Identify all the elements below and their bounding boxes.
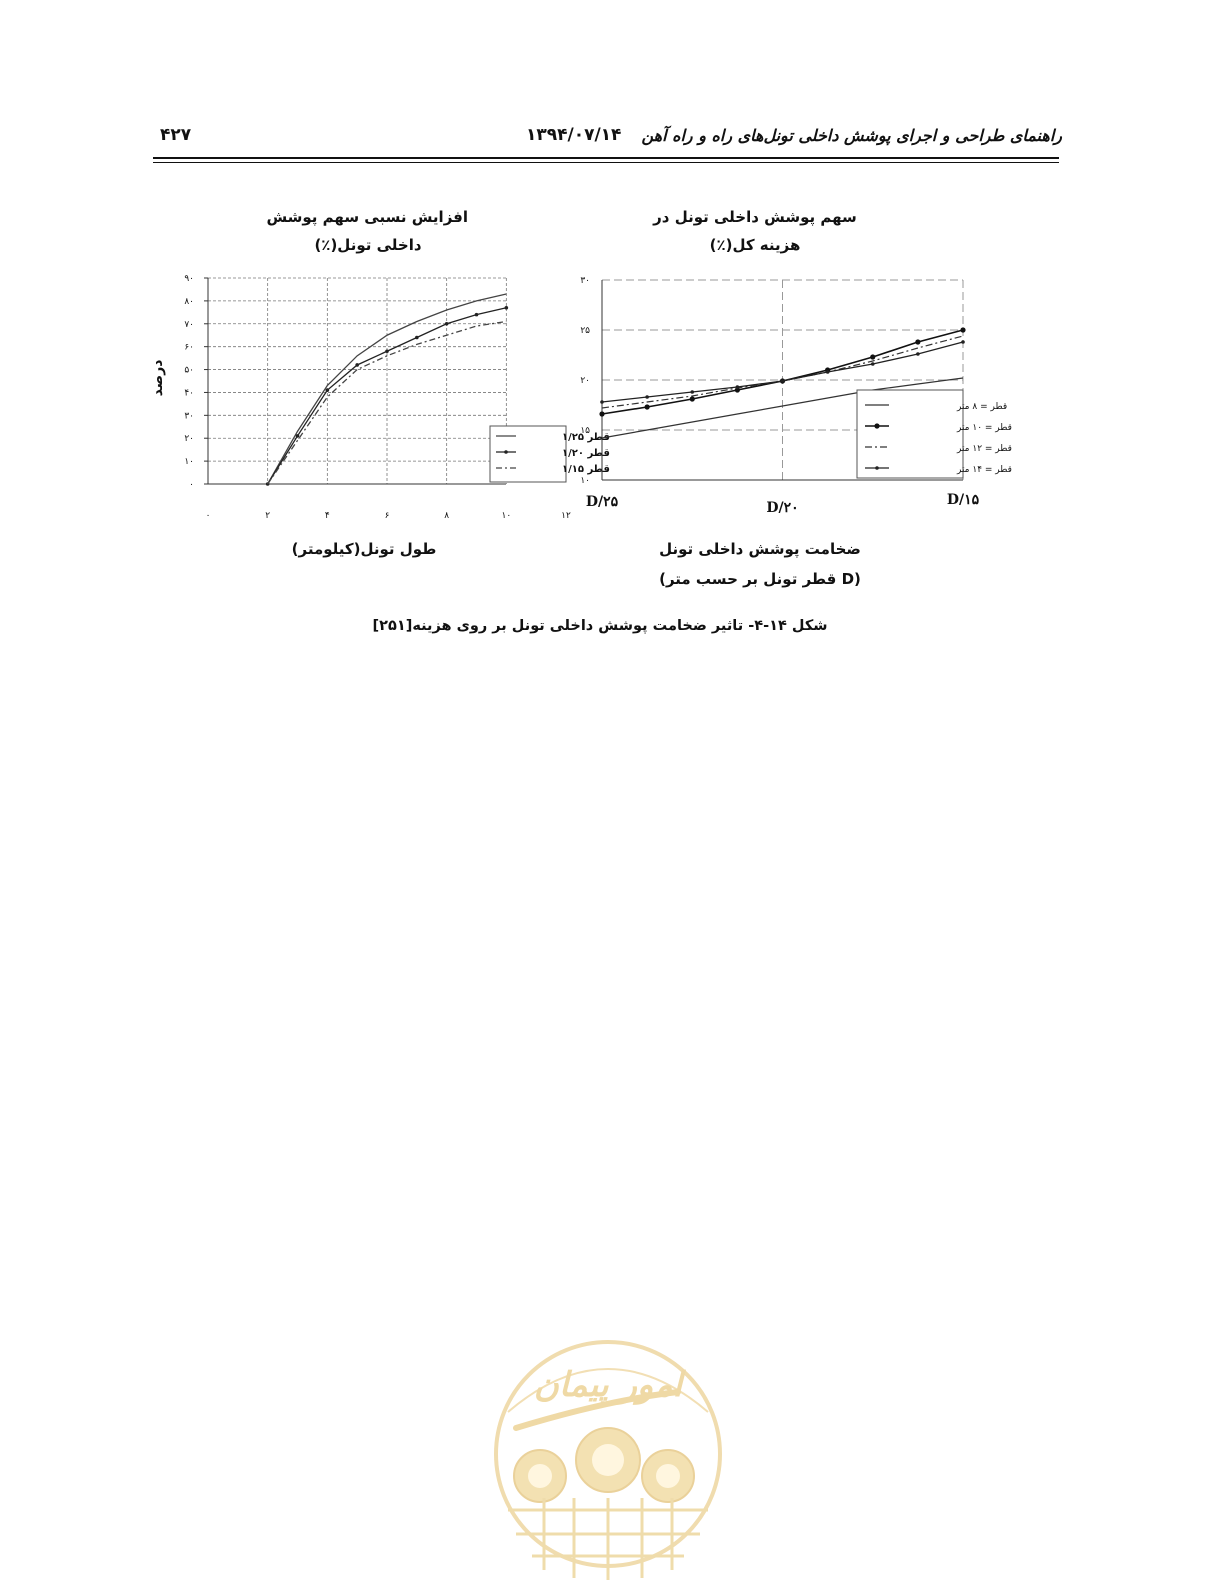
header-title: راهنمای طراحی و اجرای پوشش داخلی تونل‌های راه و راه آهن bbox=[641, 126, 1062, 145]
right-chart-data-point bbox=[961, 340, 965, 344]
left-chart-xtick-label: ۰ bbox=[205, 511, 211, 521]
left-chart-ytick-label: ۴۰ bbox=[184, 388, 194, 399]
left-chart-legend bbox=[490, 426, 566, 482]
right-chart-data-point bbox=[645, 404, 650, 409]
left-chart-xtick-label: ۴ bbox=[324, 511, 330, 521]
watermark-logo bbox=[488, 1330, 728, 1584]
right-chart-legend-label: قطر = ۱۴ متر bbox=[957, 465, 1012, 475]
left-chart-data-point bbox=[505, 306, 509, 310]
right-chart-title-line1: سهم پوشش داخلی تونل در bbox=[653, 208, 857, 226]
right-chart-category-label: D/۲۵ bbox=[585, 494, 619, 510]
right-chart-data-point bbox=[916, 352, 920, 356]
right-chart-data-point bbox=[826, 370, 830, 374]
left-chart-xtick-label: ۲ bbox=[265, 511, 271, 521]
right-chart-ytick-label: ۱۰ bbox=[580, 476, 590, 486]
left-chart-legend-label: قطر ۱/۲۰ bbox=[562, 448, 610, 459]
right-chart-data-point bbox=[915, 339, 920, 344]
right-chart-data-point bbox=[781, 379, 785, 383]
right-chart-category-label: D/۲۰ bbox=[766, 500, 799, 516]
left-chart-ytick-label: ۹۰ bbox=[184, 274, 194, 284]
right-chart-category-label: D/۱۵ bbox=[946, 492, 980, 508]
left-chart-data-point bbox=[415, 336, 419, 340]
left-chart-ylabel: درصد bbox=[150, 359, 166, 397]
left-chart-legend-label: قطر ۱/۲۵ bbox=[562, 432, 610, 443]
right-chart-data-point bbox=[690, 396, 695, 401]
left-chart-ytick-label: ۷۰ bbox=[184, 319, 194, 330]
right-chart-legend-label: قطر = ۸ متر bbox=[957, 402, 1008, 412]
left-chart-ytick-label: ۶۰ bbox=[184, 342, 194, 353]
left-chart-ytick-label: ۳۰ bbox=[184, 411, 194, 422]
right-chart-xlabel-line2: (D قطر تونل بر حسب متر) bbox=[659, 570, 861, 588]
left-chart-data-point bbox=[296, 434, 300, 438]
watermark-text: امور پیمان bbox=[533, 1365, 683, 1405]
left-chart-ytick-label: ۲۰ bbox=[184, 434, 194, 445]
right-chart-data-point bbox=[599, 411, 604, 416]
left-chart-xtick-label: ۱۲ bbox=[561, 511, 571, 521]
right-chart-data-point bbox=[736, 385, 740, 389]
left-chart-ytick-label: ۰ bbox=[189, 480, 194, 490]
right-chart-xlabel-line1: ضخامت پوشش داخلی تونل bbox=[659, 540, 861, 558]
right-chart-ytick-label: ۳۰ bbox=[580, 276, 590, 286]
right-chart-ytick-label: ۲۵ bbox=[580, 326, 590, 336]
left-chart-title-line2: داخلی تونل(٪) bbox=[314, 236, 422, 254]
right-chart-legend-label: قطر = ۱۰ متر bbox=[957, 423, 1012, 433]
right-chart-ytick-label: ۱۵ bbox=[580, 426, 590, 436]
right-chart-ytick-label: ۲۰ bbox=[580, 376, 590, 386]
right-chart-data-point bbox=[870, 354, 875, 359]
left-chart-title-line1: افزایش نسبی سهم پوشش bbox=[266, 208, 468, 226]
right-chart-legend-marker bbox=[874, 423, 879, 428]
page-number: ۴۲۷ bbox=[160, 125, 192, 145]
left-chart-legend-marker bbox=[504, 450, 508, 454]
header-rule-thin bbox=[153, 162, 1059, 163]
left-chart-legend-label: قطر ۱/۱۵ bbox=[562, 464, 610, 475]
left-chart-xtick-label: ۱۰ bbox=[501, 511, 512, 521]
left-chart-data-point bbox=[355, 363, 359, 367]
right-chart-data-point bbox=[600, 400, 604, 404]
left-chart-data-point bbox=[445, 322, 449, 326]
left-chart-ytick-label: ۵۰ bbox=[184, 365, 194, 376]
left-chart-xtick-label: ۸ bbox=[444, 511, 450, 521]
right-chart bbox=[570, 268, 1012, 530]
right-chart-legend-marker bbox=[875, 466, 879, 470]
left-chart-data-point bbox=[385, 349, 389, 353]
left-chart-data-point bbox=[475, 313, 479, 317]
left-chart-ytick-label: ۸۰ bbox=[184, 296, 194, 307]
header-rule-thick bbox=[153, 157, 1059, 159]
right-chart-data-point bbox=[690, 390, 694, 394]
left-chart-ytick-label: ۱۰ bbox=[184, 457, 194, 468]
left-chart-xlabel: طول تونل(کیلومتر) bbox=[291, 540, 437, 558]
right-chart-legend bbox=[857, 390, 963, 478]
right-chart-data-point bbox=[960, 327, 965, 332]
right-chart-legend-label: قطر = ۱۲ متر bbox=[957, 444, 1012, 454]
left-chart-xtick-label: ۶ bbox=[384, 511, 390, 521]
right-chart-data-point bbox=[871, 362, 875, 366]
right-chart-data-point bbox=[645, 395, 649, 399]
header-date: ۱۳۹۴/۰۷/۱۴ bbox=[526, 125, 622, 145]
figure-caption: شکل ۱۴-۴- تاثیر ضخامت پوشش داخلی تونل بر روی هزینه[۲۵۱] bbox=[372, 618, 828, 634]
left-chart-data-point bbox=[326, 388, 330, 392]
right-chart-title-line2: هزینه کل(٪) bbox=[709, 236, 801, 254]
